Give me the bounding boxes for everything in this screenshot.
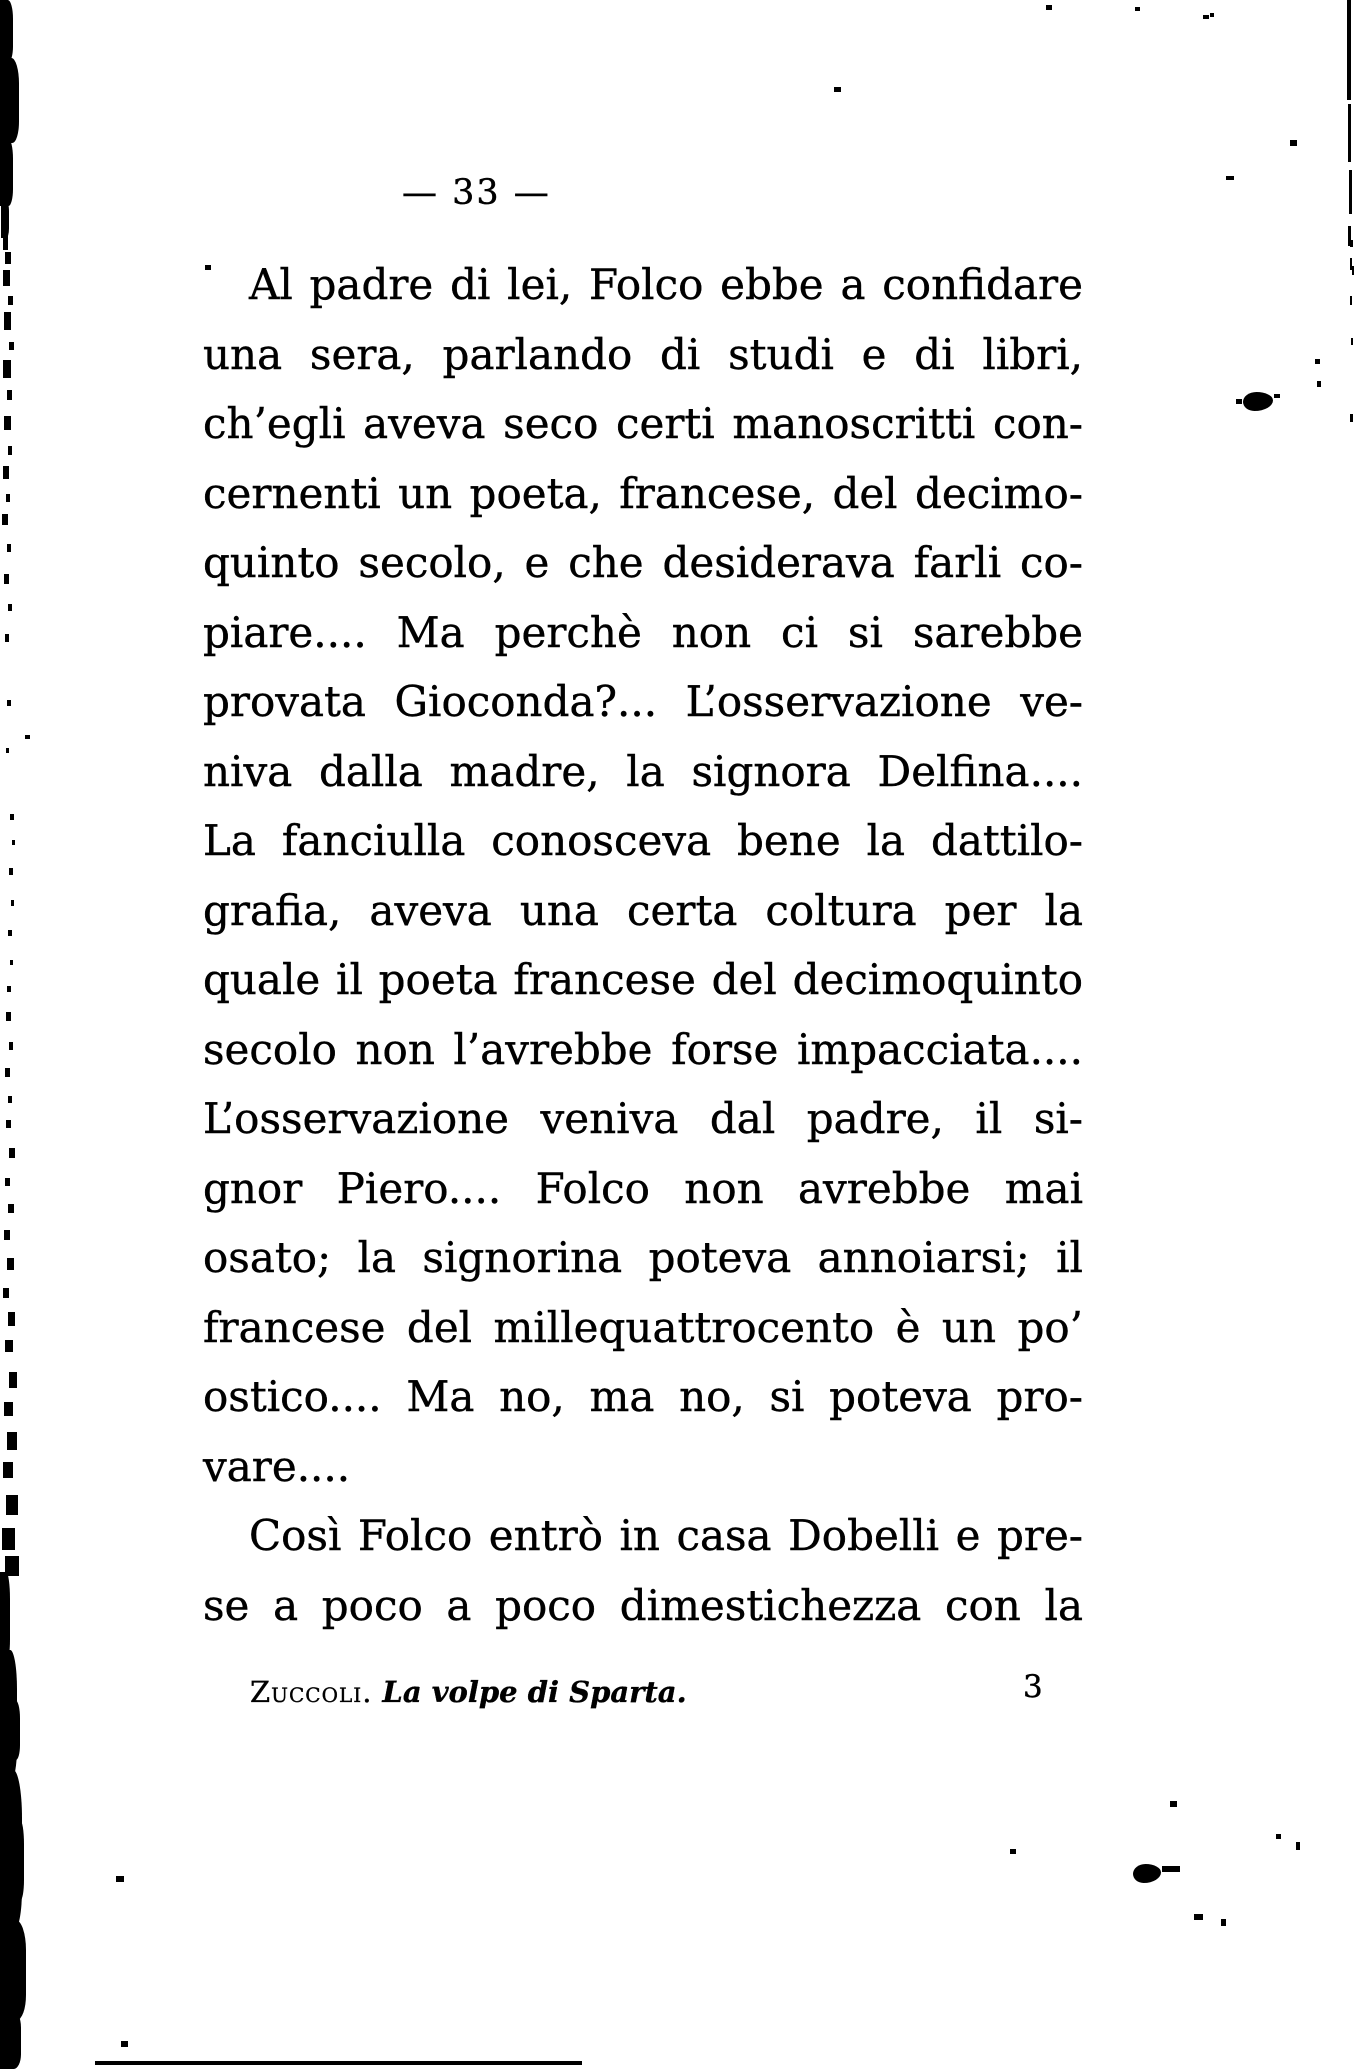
ink-speck [1352,266,1354,275]
ink-speck [1349,170,1352,214]
ink-speck [1347,0,1351,100]
ink-speck [4,1230,10,1240]
ink-speck [7,986,11,992]
ink-speck [4,1402,13,1416]
ink-speck [3,360,11,378]
ink-speck [7,1258,14,1270]
text-line: quinto secolo, e che desiderava farli co- [203,538,1083,587]
ink-speck [3,1462,13,1478]
ink-speck [1317,381,1321,387]
ink-speck [205,265,211,270]
ink-speck [8,446,12,455]
ink-speck [1350,240,1353,247]
text-line: ch’egli aveva seco certi manoscritti con- [203,399,1083,448]
ink-speck [8,1312,15,1326]
ink-speck [1296,1842,1300,1850]
text-line: L’osservazione veniva dal padre, il si- [203,1094,1083,1143]
ink-speck [1315,359,1320,364]
ink-speck [116,1876,124,1882]
ink-speck [3,234,8,250]
text-line: francese del millequattrocento è un po’ [203,1302,1083,1352]
text-line: osato; la signorina poteva annoiarsi; il [203,1233,1083,1282]
ink-speck [1170,1801,1177,1807]
ink-speck [1135,7,1140,11]
ink-speck [9,1372,17,1388]
binding-smudge [0,138,13,206]
page-number: — 33 — [402,173,551,213]
text-line: ostico.... Ma no, ma no, si poteva pro- [203,1372,1083,1421]
binding-smudge [14,1820,24,1900]
text-line: Così Folco entrò in casa Dobelli e pre- [249,1511,1083,1560]
ink-speck [9,342,14,350]
ink-speck [1203,15,1209,19]
ink-speck [5,252,11,264]
binding-smudge [0,0,13,62]
ink-speck [4,574,9,584]
text-line: Al padre di lei, Folco ebbe a confidare [249,260,1083,309]
ink-speck [834,87,841,92]
ink-speck [8,930,12,936]
ink-speck [1221,1919,1226,1926]
ink-speck [1210,13,1214,17]
ink-speck [7,390,12,400]
ink-speck [3,270,10,286]
ink-speck [1010,1849,1016,1854]
ink-speck [8,1204,14,1213]
ink-speck [10,814,14,820]
text-line: cernenti un poeta, francese, del decimo- [203,468,1083,518]
ink-speck [6,748,9,753]
ink-speck [7,1432,17,1450]
ink-speck [1276,1834,1281,1839]
ink-speck [3,466,9,479]
text-line: provata Gioconda?... L’osservazione ve- [203,677,1083,726]
ink-speck [4,312,11,330]
text-line: gnor Piero.... Folco non avrebbe mai [203,1163,1083,1213]
ink-speck [3,1288,9,1298]
ink-speck [1162,1866,1180,1872]
text-line: La fanciulla conosceva bene la dattilo- [203,816,1083,865]
text-line: se a poco a poco dimestichezza con la [203,1580,1083,1630]
ink-speck [5,1178,10,1186]
ink-speck [11,900,14,906]
ink-speck [1236,399,1242,404]
text-line: vare.... [203,1441,351,1491]
text-line: niva dalla madre, la signora Delfina.... [203,746,1083,796]
footer-author: Zuccoli. [250,1675,373,1709]
ink-speck [9,1042,13,1050]
ink-speck [1274,394,1280,398]
ink-speck [8,1096,12,1103]
binding-smudge [0,2010,21,2069]
ink-speck [8,604,12,611]
ink-speck [10,960,13,965]
text-line: grafia, aveva una certa coltura per la [203,885,1083,935]
footer-book-title: La volpe di Sparta. [382,1675,687,1709]
ink-speck [6,1120,11,1128]
text-line: secolo non l’avrebbe forse impacciata.... [203,1024,1083,1074]
ink-speck [8,296,13,305]
ink-speck [12,840,15,845]
ink-speck [6,1012,11,1021]
ink-speck [7,544,11,552]
ink-speck [1226,176,1234,180]
ink-speck [95,2061,582,2065]
ink-speck [6,494,10,502]
ink-speck [5,634,9,642]
text-line: quale il poeta francese del decimoquinto [203,955,1083,1004]
signature-number: 3 [1023,1669,1043,1705]
ink-speck [9,868,13,875]
binding-smudge [8,1700,20,1760]
ink-speck [2,514,8,525]
binding-smudge [1,200,9,238]
ink-speck [1350,414,1353,422]
ink-speck [6,1495,18,1515]
ink-speck [7,700,11,706]
ink-speck [1194,1914,1203,1920]
text-line: piare.... Ma perchè non ci si sarebbe [203,607,1083,657]
ink-speck [121,2041,128,2047]
ink-speck [9,1148,15,1158]
ink-blot [1133,1864,1161,1883]
ink-speck [1290,140,1297,146]
binding-smudge [0,1572,10,1662]
ink-speck [1046,5,1052,10]
ink-speck [5,1340,13,1352]
binding-smudge [0,1920,26,2020]
ink-speck [1350,296,1352,305]
text-line: una sera, parlando di studi e di libri, [203,329,1083,379]
ink-speck [2,1528,15,1550]
binding-smudge [0,58,19,143]
ink-speck [25,735,30,739]
ink-blot [1243,392,1273,411]
ink-speck [5,1068,10,1077]
ink-speck [1351,338,1353,345]
ink-speck [4,416,11,430]
ink-speck [1348,104,1351,162]
